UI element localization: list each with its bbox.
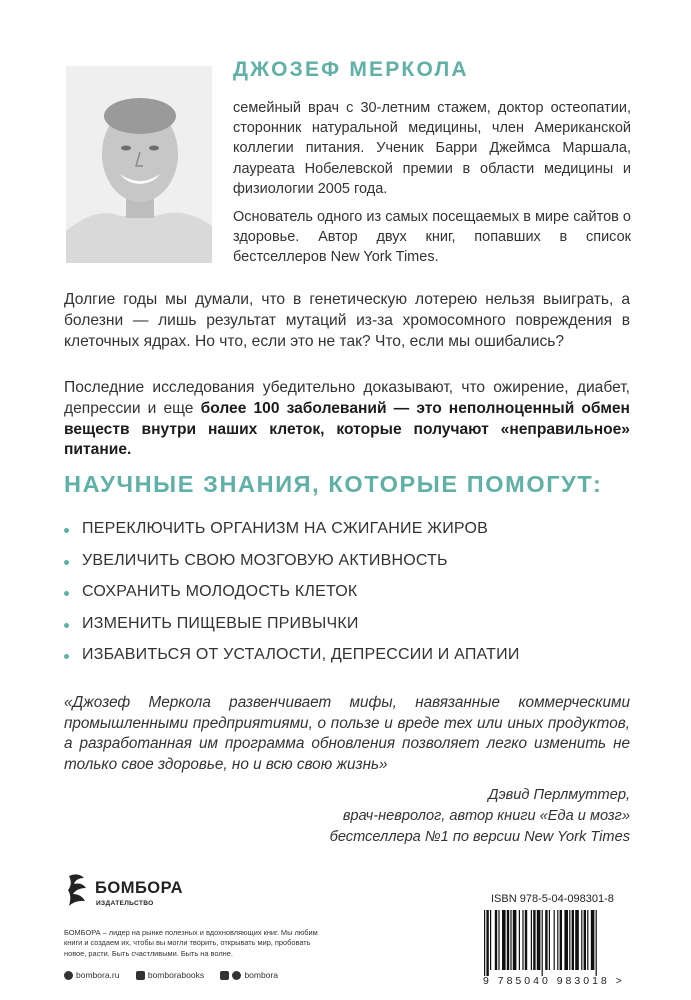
publisher-logo-subtitle: ИЗДАТЕЛЬСТВО — [96, 900, 154, 907]
social-youtube-telegram[interactable] — [220, 970, 278, 980]
social-label: bombora.ru — [76, 970, 120, 980]
telegram-icon — [232, 971, 241, 980]
quote-author: Дэвид Перлмуттер, — [488, 787, 630, 803]
benefits-heading: НАУЧНЫЕ ЗНАНИЯ, КОТОРЫЕ ПОМОГУТ: — [64, 471, 603, 497]
author-name: ДЖОЗЕФ МЕРКОЛА — [233, 58, 469, 81]
intro-paragraph-research — [64, 378, 630, 461]
social-website[interactable] — [64, 970, 119, 980]
barcode-number: 9 785040 983018 > — [483, 975, 625, 987]
bullet-dot-icon — [64, 560, 69, 565]
author-photo — [66, 66, 212, 263]
benefit-item — [64, 646, 644, 669]
social-label: bomborabooks — [147, 970, 205, 980]
intro-highlight: более 100 заболеваний — это неполноценный обмен веществ внутри наших клеток, которые получают «неправильное» питание. — [64, 399, 630, 459]
benefit-label: ПЕРЕКЛЮЧИТЬ ОРГАНИЗМ НА СЖИГАНИЕ ЖИРОВ — [82, 520, 488, 537]
isbn-label: ISBN 978-5-04-098301-8 — [491, 893, 614, 905]
benefit-item — [64, 520, 644, 543]
publisher-description: БОМБОРА – лидер на рынке полезных и вдохновляющих книг. Мы любим книги и создаем их, чтобы вы могли творить, открывать мир, пробовать новое, расти. Быть счастливыми. Быть на волне. — [64, 928, 318, 958]
review-quote: «Джозеф Меркола развенчивает мифы, навязанные коммерческими промышленными предприятиями, о пользе и вреде тех или иных продуктов, а разработанная им программа обновления позволяет легко изменить не только свое здоровье, но и всю свою жизнь» — [64, 694, 630, 773]
bullet-dot-icon — [64, 623, 69, 628]
bullet-dot-icon — [64, 528, 69, 533]
publisher-socials — [64, 970, 292, 982]
social-vk[interactable] — [136, 970, 204, 980]
globe-icon — [64, 971, 73, 980]
benefit-label: ИЗМЕНИТЬ ПИЩЕВЫЕ ПРИВЫЧКИ — [82, 614, 359, 632]
benefit-item — [64, 583, 644, 606]
quote-author-role: врач-невролог, автор книги «Еда и мозг» — [342, 808, 630, 824]
youtube-icon — [220, 971, 229, 980]
intro-paragraph: Долгие годы мы думали, что в генетическую лотерею нельзя выиграть, а болезни — лишь результат мутаций из-за хромосомного повреждения в клеточных ядрах. Но что, если это не так? Что, если мы ошибались? — [64, 291, 630, 350]
intro-text: Последние исследования убедительно доказывают, что ожирение, диабет, депрессии и еще — [64, 379, 630, 417]
bullet-dot-icon — [64, 654, 69, 659]
author-bio-secondary: Основатель одного из самых посещаемых в мире сайтов о здоровье. Автор двух книг, попавших в список бестселлеров New York Times. — [233, 209, 631, 266]
bullet-dot-icon — [64, 591, 69, 596]
barcode-icon — [480, 910, 632, 976]
benefit-label: ИЗБАВИТЬСЯ ОТ УСТАЛОСТИ, ДЕПРЕССИИ И АПАТИИ — [82, 646, 520, 664]
vk-icon — [136, 971, 145, 980]
benefit-label: СОХРАНИТЬ МОЛОДОСТЬ КЛЕТОК — [82, 583, 358, 601]
benefit-item — [64, 552, 644, 575]
social-label: bombora — [244, 970, 279, 980]
benefit-item — [64, 615, 644, 638]
quote-author-credit: бестселлера №1 по версии New York Times — [329, 829, 630, 845]
publisher-logo-name: БОМБОРА — [95, 879, 184, 897]
benefits-list — [64, 520, 644, 669]
benefit-label: УВЕЛИЧИТЬ СВОЮ МОЗГОВУЮ АКТИВНОСТЬ — [82, 551, 448, 569]
author-bio: семейный врач с 30-летним стажем, доктор остеопатии, сторонник натуральной медицины, член Американской коллегии питания. Ученик Барри Джеймса Маршала, лауреата Нобелевской премии в области медицины и физиологии 2005 года. — [233, 100, 631, 197]
